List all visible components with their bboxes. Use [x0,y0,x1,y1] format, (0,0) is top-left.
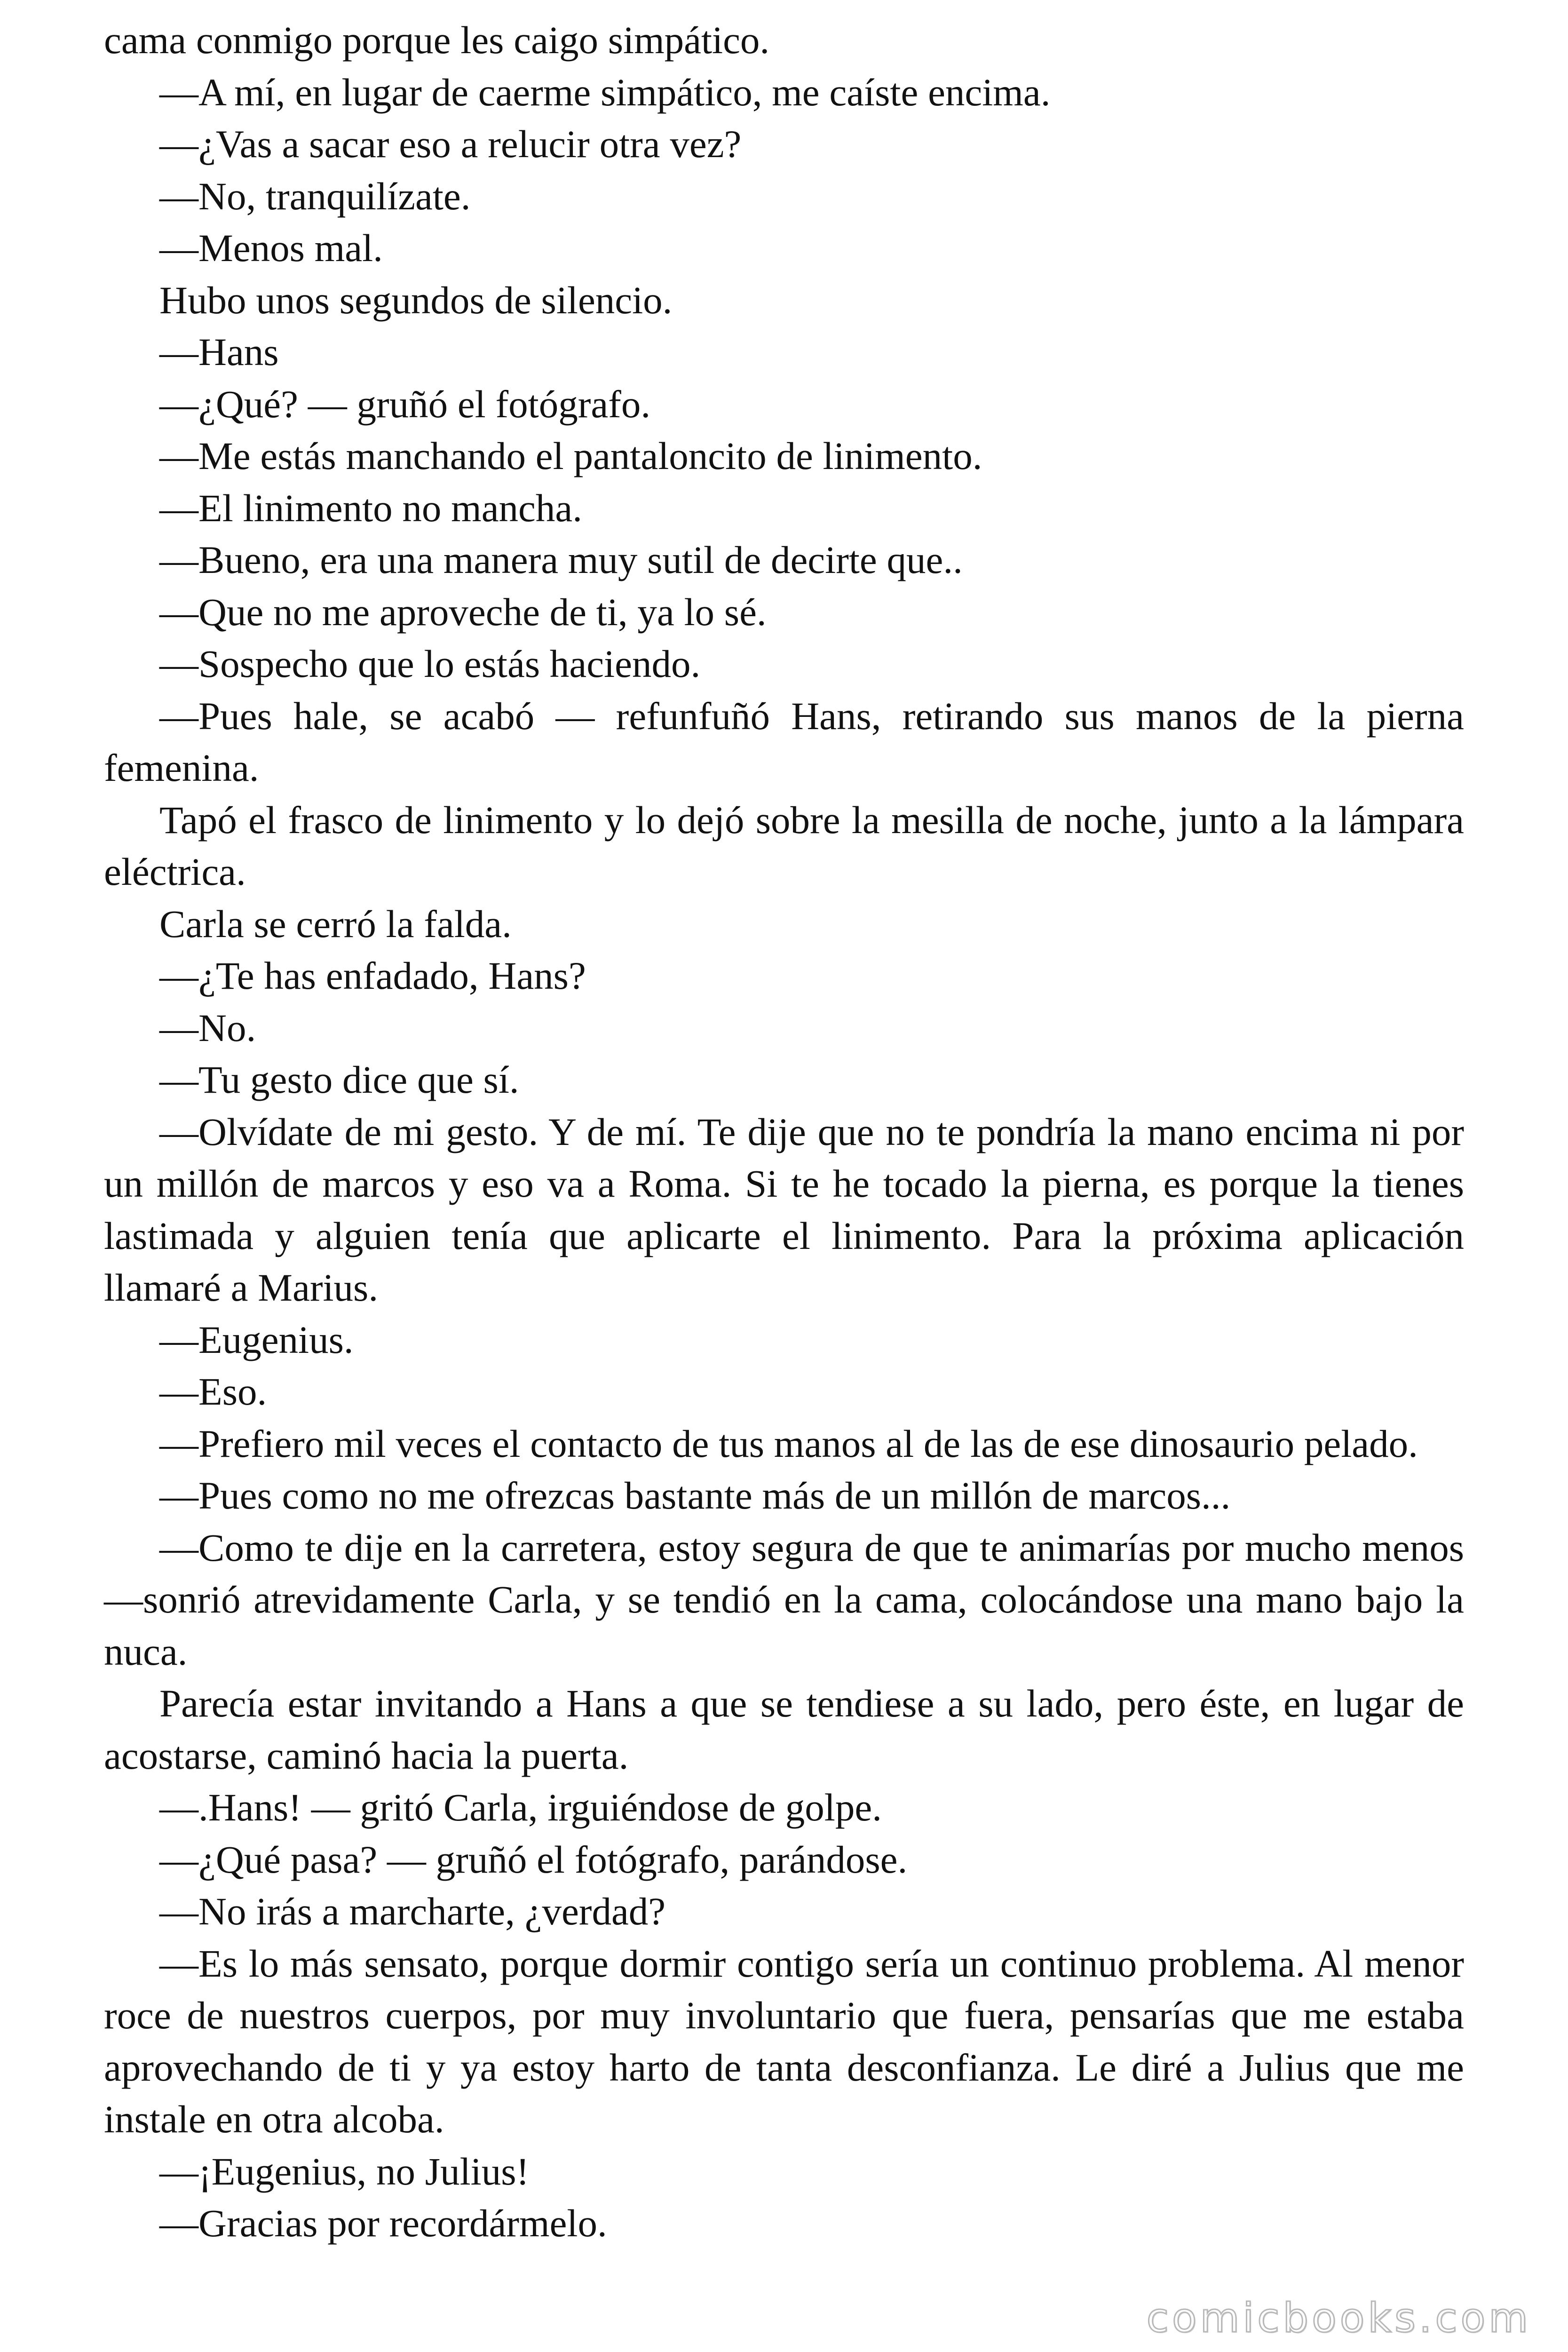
paragraph: —Gracias por recordármelo. [159,2201,607,2245]
paragraph: —Eugenius. [159,1318,354,1361]
paragraph: —No irás a marcharte, ¿verdad? [159,1890,666,1933]
paragraph: —El linimento no mancha. [159,486,582,530]
paragraph: —Me estás manchando el pantaloncito de linimento. [159,434,982,477]
paragraph: —¿Vas a sacar eso a relucir otra vez? [159,122,742,166]
paragraph: —¿Qué pasa? — gruñó el fotógrafo, parándose. [159,1837,908,1881]
paragraph: —¿Qué? — gruñó el fotógrafo. [159,382,651,426]
paragraph: —Eso. [159,1370,267,1413]
paragraph: Carla se cerró la falda. [159,902,512,946]
paragraph: —Pues hale, se acabó — refunfuñó Hans, retirando sus manos de la pierna femenina. [104,694,1464,789]
paragraph: Parecía estar invitando a Hans a que se tendiese a su lado, pero éste, en lugar de acostarse, caminó hacia la puerta. [104,1682,1464,1777]
paragraph: —Sospecho que lo estás haciendo. [159,642,701,685]
paragraph: —Menos mal. [159,226,383,270]
paragraph: —Hans [159,330,279,373]
paragraph: —Tu gesto dice que sí. [159,1058,519,1101]
paragraph: —No, tranquilízate. [159,174,471,218]
watermark: comicbooks.com [1146,2295,1531,2342]
paragraph: —No. [159,1006,256,1049]
paragraph: cama conmigo porque les caigo simpático. [104,18,770,62]
paragraph: —Que no me aproveche de ti, ya lo sé. [159,590,767,634]
paragraph: —Como te dije en la carretera, estoy segura de que te animarías por mucho menos —sonrió atrevidamente Carla, y se tendió en la cama, colocándose una mano bajo la nuca. [104,1526,1464,1673]
document-page [104,14,1464,2249]
paragraph: —Olvídate de mi gesto. Y de mí. Te dije que no te pondría la mano encima ni por un millón de marcos y eso va a Roma. Si te he tocado la pierna, es porque la tienes lastimada y alguien tenía que aplicarte el linimento. Para la próxima aplicación llamaré a Marius. [104,1110,1464,1309]
paragraph: —Bueno, era una manera muy sutil de decirte que.. [159,538,963,581]
paragraph: Tapó el frasco de linimento y lo dejó sobre la mesilla de noche, junto a la lámpara eléctrica. [104,798,1464,893]
paragraph: —Es lo más sensato, porque dormir contigo sería un continuo problema. Al menor roce de nuestros cuerpos, por muy involuntario que fuera, pensarías que me estaba aprovechando de ti y ya estoy harto de tanta desconfianza. Le diré a Julius que me instale en otra alcoba. [104,1941,1464,2141]
paragraph: Hubo unos segundos de silencio. [159,278,673,322]
paragraph: —¿Te has enfadado, Hans? [159,954,586,997]
paragraph: —Prefiero mil veces el contacto de tus manos al de las de ese dinosaurio pelado. [159,1422,1418,1465]
paragraph: —¡Eugenius, no Julius! [159,2149,530,2193]
paragraph: —A mí, en lugar de caerme simpático, me caíste encima. [159,70,1051,114]
paragraph: —Pues como no me ofrezcas bastante más de un millón de marcos... [159,1474,1231,1517]
paragraph: —.Hans! — gritó Carla, irguiéndose de golpe. [159,1786,882,1829]
